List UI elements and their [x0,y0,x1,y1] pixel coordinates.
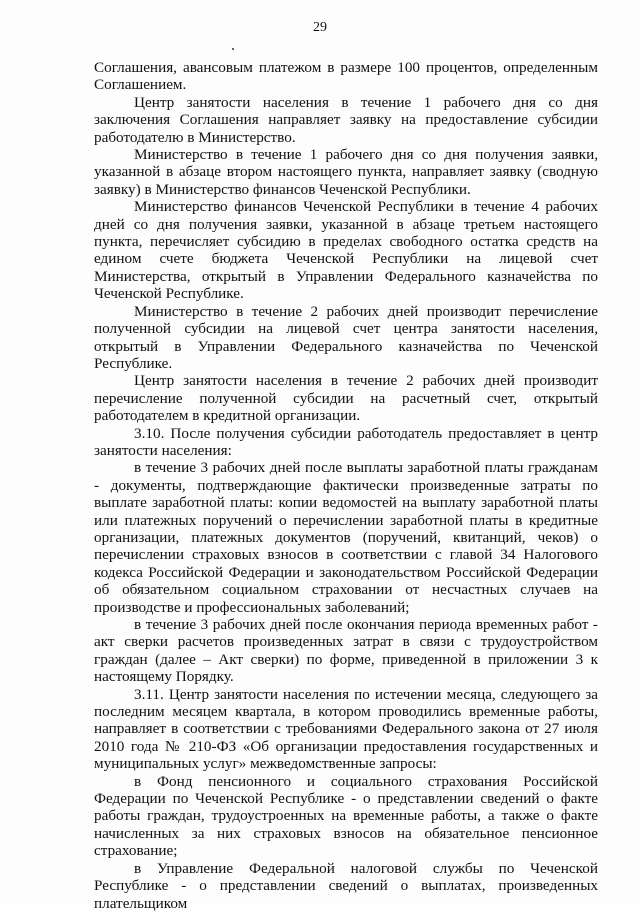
paragraph: 3.10. После получения субсидии работодатель предоставляет в центр занятости населения: [94,424,598,459]
paragraph: Центр занятости населения в течение 1 рабочего дня со дня заключения Соглашения направляет заявку на предоставление субсидии работодателю в Министерство. [94,93,598,146]
paragraph: в течение 3 рабочих дней после окончания периода временных работ - акт сверки расчетов произведенных затрат в связи с трудоустройством граждан (далее – Акт сверки) по форме, приведенной в приложении 3 к настоящему Порядку. [94,616,598,686]
paragraph: Министерство в течение 1 рабочего дня со дня получения заявки, указанной в абзаце втором настоящего пункта, направляет заявку (сводную заявку) в Министерство финансов Чеченской Республики. [94,146,598,198]
paragraph: в течение 3 рабочих дней после выплаты заработной платы гражданам - документы, подтверждающие фактически произведенные затраты по выплате заработной платы: копии ведомостей на выплату заработной платы или платежных поручений о перечислении заработной платы в кредитные организации, платежных документов (поручений, квитанций, чеков) о перечислении страховых взносов в соответствии с главой 34 Налогового кодекса Российской Федерации и законодательством Российской Федерации об обязательном социальном страховании от несчастных случаев на производстве и профессиональных заболеваний; [94,459,598,616]
paragraph: Министерство в течение 2 рабочих дней производит перечисление полученной субсидии на лицевой счет центра занятости населения, открытый в Управлении Федерального казначейства по Чеченской Республике. [94,302,598,372]
paragraph: Центр занятости населения в течение 2 рабочих дней производит перечисление полученной субсидии на расчетный счет, открытый работодателем в кредитной организации. [94,372,598,425]
scan-artifact [232,48,234,50]
paragraph: Соглашения, авансовым платежом в размере 100 процентов, определенным Соглашением. [94,59,598,94]
document-body [94,59,598,912]
paragraph: в Управление Федеральной налоговой службы по Чеченской Республике - о представлении сведений о выплатах, произведенных плательщиком [94,859,598,912]
paragraph: Министерство финансов Чеченской Республики в течение 4 рабочих дней со дня получения заявки, указанной в абзаце третьем настоящего пункта, перечисляет субсидию в пределах свободного остатка средств на едином счете бюджета Чеченской Республики на лицевой счет Министерства, открытый в Управлении Федерального казначейства по Чеченской Республике. [94,198,598,303]
paragraph: 3.11. Центр занятости населения по истечении месяца, следующего за последним месяцем квартала, в котором проводились временные работы, направляет в соответствии с требованиями Федерального закона от 27 июля 2010 года № 210-ФЗ «Об организации предоставления государственных и муниципальных услуг» межведомственные запросы: [94,685,598,773]
paragraph: в Фонд пенсионного и социального страхования Российской Федерации по Чеченской Республике - о представлении сведений о факте работы граждан, трудоустроенных на временные работы, а также о факте начисленных за них страховых взносов на обязательное пенсионное страхование; [94,772,598,860]
page-number: 29 [313,20,327,35]
